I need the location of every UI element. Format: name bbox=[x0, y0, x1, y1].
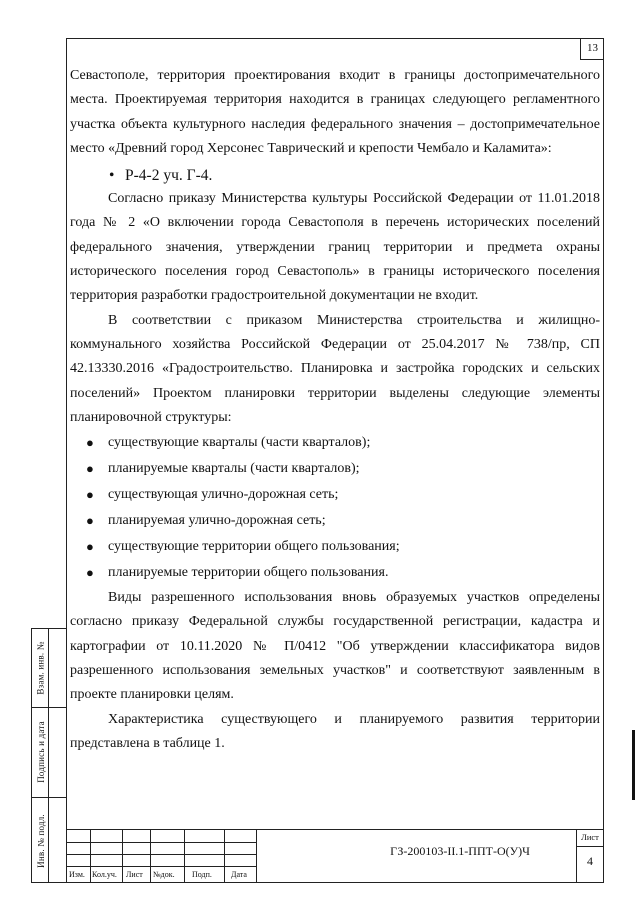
list-item: ● существующая улично-дорожная сеть; bbox=[70, 482, 600, 508]
stamp-inv-label: Инв. № подл. bbox=[35, 813, 46, 868]
paragraph-usage-types: Виды разрешенного использования вновь образуемых участков определены согласно приказу Федеральной службы государственной регистрации, кадастра и картографии от 10.11.2020 № П/0412 "Об утверждении классификатора видов разрешенного использования земельных участков" и соответствуют заявленным в проекте планировки целям. bbox=[70, 590, 600, 703]
title-block-col-line bbox=[224, 830, 225, 883]
list-item: ● планируемые территории общего пользования. bbox=[70, 560, 600, 586]
title-block-col-line bbox=[150, 830, 151, 883]
header-data: Дата bbox=[231, 870, 247, 879]
title-block-col-line bbox=[122, 830, 123, 883]
title-block-row-line bbox=[66, 842, 256, 843]
header-podp: Подп. bbox=[192, 870, 212, 879]
list-item: ● существующие кварталы (части кварталов); bbox=[70, 430, 600, 456]
bullet-main-text: Р-4-2 уч. Г-4. bbox=[125, 167, 213, 185]
title-block-row-line bbox=[66, 866, 256, 867]
bullet-dot-icon: ● bbox=[86, 435, 94, 451]
structure-list bbox=[70, 430, 600, 586]
bullet-dot-icon: • bbox=[109, 167, 115, 185]
scan-edge-mark bbox=[632, 730, 635, 800]
bullet-dot-icon: ● bbox=[86, 461, 94, 477]
sheet-label: Лист bbox=[581, 832, 599, 842]
header-kol-uch: Кол.уч. bbox=[92, 870, 117, 879]
title-block bbox=[66, 829, 604, 883]
margin-stamp bbox=[31, 628, 66, 883]
header-izm: Изм. bbox=[69, 870, 85, 879]
paragraph-intro: Севастополе, территория проектирования входит в границы достопримечательного места. Проектируемая территория находится в границах следующего регламентного участка объекта культурного наследия федерального значения – достопримечательное место «Древний город Херсонес Таврический и крепости Чембало и Каламита»: bbox=[70, 68, 600, 156]
bullet-dot-icon: ● bbox=[86, 487, 94, 503]
bullet-dot-icon: ● bbox=[86, 513, 94, 529]
stamp-vzam-label: Взам. инв. № bbox=[35, 641, 46, 695]
sheet-number: 4 bbox=[587, 854, 593, 868]
list-item: ● существующие территории общего пользования; bbox=[70, 534, 600, 560]
paragraph-table-ref: Характеристика существующего и планируемого развития территории представлена в таблице 1. bbox=[70, 711, 600, 751]
paragraph-structure: В соответствии с приказом Министерства строительства и жилищно-коммунального хозяйства Российской Федерации от 25.04.2017 № 738/пр, СП 42.13330.2016 «Градостроительство. Планировка и застройка городских и сельских поселений» Проектом планировки территории выделены следующие элементы планировочной структуры: bbox=[70, 312, 600, 425]
stamp-signature-label: Подпись и дата bbox=[35, 721, 46, 783]
title-block-col-line bbox=[184, 830, 185, 883]
bullet-dot-icon: ● bbox=[86, 565, 94, 581]
list-item: ● планируемые кварталы (части кварталов); bbox=[70, 456, 600, 482]
header-list: Лист bbox=[126, 870, 143, 879]
list-item: ● планируемая улично-дорожная сеть; bbox=[70, 508, 600, 534]
bullet-dot-icon: ● bbox=[86, 539, 94, 555]
title-block-col-line bbox=[90, 830, 91, 883]
page-number: 13 bbox=[580, 38, 604, 60]
document-code: ГЗ-200103-II.1-ППТ-О(У)Ч bbox=[390, 844, 530, 858]
document-body bbox=[70, 64, 600, 756]
title-block-col-line bbox=[256, 830, 257, 883]
bullet-main bbox=[70, 165, 600, 187]
header-ndok: №док. bbox=[153, 870, 175, 879]
title-block-row-line bbox=[66, 854, 256, 855]
paragraph-culture-order: Согласно приказу Министерства культуры Российской Федерации от 11.01.2018 года № 2 «О включении города Севастополя в перечень исторических поселений федерального значения, утверждении границ территории и предмета охраны исторического поселения город Севастополь» в границы исторического поселения территория разработки градостроительной документации не входит. bbox=[70, 191, 600, 304]
